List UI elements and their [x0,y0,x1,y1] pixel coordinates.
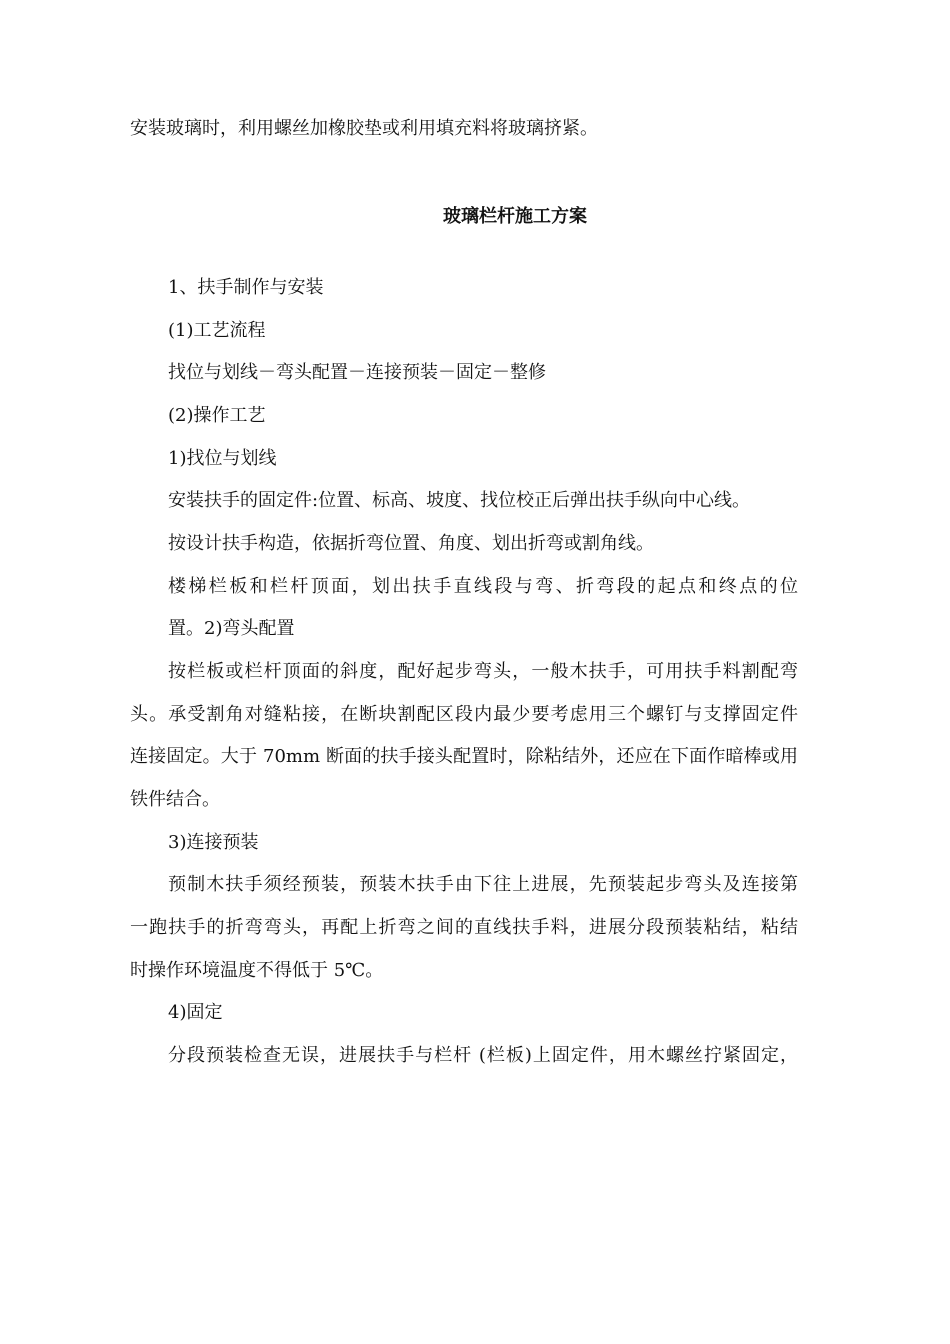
paragraph-line: 楼梯栏板和栏杆顶面，划出扶手直线段与弯、折弯段的起点和终点的位 [168,576,798,597]
paragraph-line: 安装扶手的固定件:位置、标高、坡度、找位校正后弹出扶手纵向中心线。 [168,490,751,511]
paragraph-line: 连接固定。大于 70mm 断面的扶手接头配置时，除粘结外，还应在下面作暗棒或用 [130,746,798,767]
paragraph-line: 按设计扶手构造，依据折弯位置、角度、划出折弯或割角线。 [168,533,654,554]
paragraph-line: 头。承受割角对缝粘接，在断块割配区段内最少要考虑用三个螺钉与支撑固定件 [130,704,798,725]
heading-fixing: 4)固定 [168,1002,223,1023]
heading-positioning: 1)找位与划线 [168,448,277,469]
intro-paragraph: 安装玻璃时，利用螺丝加橡胶垫或利用填充料将玻璃挤紧。 [130,118,598,139]
paragraph-line: 铁件结合。 [130,789,220,810]
paragraph-line: 一跑扶手的折弯弯头，再配上折弯之间的直线扶手料，进展分段预装粘结，粘结 [130,917,798,938]
heading-pre-assembly: 3)连接预装 [168,832,259,853]
paragraph-line: 预制木扶手须经预装，预装木扶手由下往上进展，先预装起步弯头及连接第 [168,874,798,895]
heading-process-flow: (1)工艺流程 [168,320,266,341]
process-flow-text: 找位与划线－弯头配置－连接预装－固定－整修 [168,362,546,383]
paragraph-line: 按栏板或栏杆顶面的斜度，配好起步弯头，一般木扶手，可用扶手料割配弯 [168,661,798,682]
heading-operation: (2)操作工艺 [168,405,266,426]
paragraph-line: 分段预装检查无误，进展扶手与栏杆 (栏板)上固定件，用木螺丝拧紧固定， [168,1045,798,1066]
section-title: 玻璃栏杆施工方案 [443,206,587,227]
paragraph-line: 时操作环境温度不得低于 5℃。 [130,960,384,981]
paragraph-line: 置。2)弯头配置 [168,618,295,639]
heading-handrail: 1、扶手制作与安装 [168,277,324,298]
